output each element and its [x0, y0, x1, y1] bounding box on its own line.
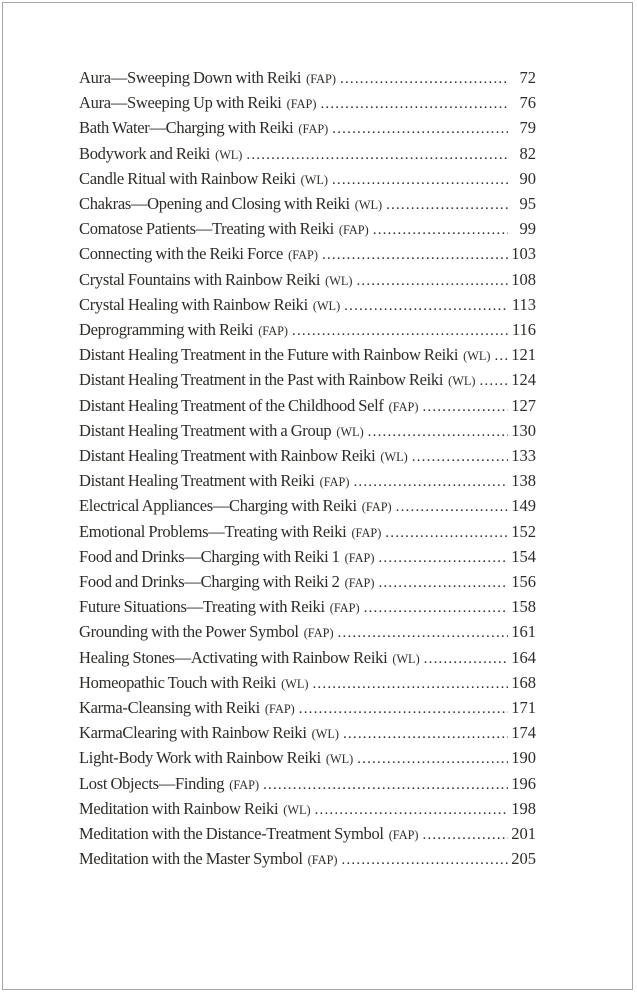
dot-leader: [392, 494, 508, 519]
toc-entry: [79, 746, 536, 771]
toc-entry-type-tag: (WL): [300, 172, 328, 187]
toc-entry: [79, 268, 536, 293]
toc-entry-title: Food and Drinks—Charging with Reiki 2: [79, 572, 340, 592]
dot-leader: [352, 268, 508, 293]
toc-entry-page-number: 190: [511, 748, 536, 768]
toc-entry-title: Distant Healing Treatment with Reiki: [79, 471, 315, 491]
toc-entry-page-number: 124: [511, 370, 536, 390]
toc-entry-type-tag: (WL): [281, 676, 309, 691]
toc-entry-title: Meditation with the Master Symbol: [79, 849, 303, 869]
toc-entry-type-tag: (FAP): [338, 223, 369, 238]
toc-entry: [79, 419, 536, 444]
toc-entry-title: Homeopathic Touch with Reiki: [79, 672, 277, 692]
toc-entry-type-tag: (WL): [283, 802, 311, 817]
toc-entry-title: Comatose Patients—Treating with Reiki: [79, 219, 334, 239]
toc-entry: [79, 142, 536, 167]
toc-entry-type-tag: (WL): [325, 273, 353, 288]
toc-entry-page-number: 116: [511, 320, 536, 340]
toc-entry: [79, 671, 536, 696]
dot-leader: [381, 520, 508, 545]
dot-leader: [420, 646, 508, 671]
toc-entry: [79, 66, 536, 91]
toc-entry-type-tag: (FAP): [264, 702, 295, 717]
dot-leader: [334, 620, 508, 645]
dot-leader: [408, 444, 508, 469]
toc-entry-type-tag: (FAP): [258, 324, 289, 339]
toc-entry-title: Meditation with the Distance-Treatment Symbol: [79, 824, 384, 844]
toc-entry-page-number: 82: [519, 143, 536, 163]
dot-leader: [374, 545, 508, 570]
toc-entry-title: Aura—Sweeping Up with Reiki: [79, 93, 282, 113]
toc-entry-page-number: 161: [511, 622, 536, 642]
toc-entry-type-tag: (FAP): [329, 601, 360, 616]
toc-entry-title: Crystal Healing with Rainbow Reiki: [79, 294, 308, 314]
dot-leader: [360, 595, 508, 620]
toc-entry-page-number: 201: [511, 824, 536, 844]
toc-entry-page-number: 138: [511, 471, 536, 491]
toc-entry-page-number: 127: [511, 395, 536, 415]
toc-entry-page-number: 154: [511, 546, 536, 566]
toc-entry: [79, 242, 536, 267]
toc-entry-type-tag: (FAP): [344, 550, 375, 565]
toc-entry: [79, 192, 536, 217]
toc-entry: [79, 520, 536, 545]
toc-entry-title: Distant Healing Treatment in the Past with Rainbow Reiki: [79, 370, 444, 390]
toc-entry-page-number: 130: [511, 420, 536, 440]
dot-leader: [475, 368, 508, 393]
toc-entry-title: Grounding with the Power Symbol: [79, 622, 299, 642]
dot-leader: [295, 696, 508, 721]
toc-entry-type-tag: (FAP): [229, 777, 260, 792]
toc-entry-title: Aura—Sweeping Down with Reiki: [79, 68, 302, 87]
toc-entry-page-number: 90: [519, 168, 536, 188]
toc-entry-type-tag: (WL): [448, 374, 476, 389]
table-of-contents: [79, 66, 536, 873]
toc-entry-page-number: 198: [511, 798, 536, 818]
toc-entry-type-tag: (FAP): [307, 853, 338, 868]
toc-entry-title: Distant Healing Treatment in the Future with Rainbow Reiki: [79, 345, 459, 365]
toc-entry: [79, 91, 536, 116]
toc-entry-title: Lost Objects—Finding: [79, 773, 225, 793]
toc-entry: [79, 394, 536, 419]
toc-entry-page-number: 79: [519, 118, 536, 138]
toc-entry-title: Connecting with the Reiki Force: [79, 244, 284, 264]
toc-entry: [79, 293, 536, 318]
toc-entry: [79, 444, 536, 469]
toc-entry-title: Food and Drinks—Charging with Reiki 1: [79, 546, 340, 566]
toc-entry-title: Candle Ritual with Rainbow Reiki: [79, 168, 296, 188]
toc-entry: [79, 343, 536, 368]
toc-entry-type-tag: (FAP): [388, 828, 419, 843]
toc-entry-type-tag: (WL): [215, 147, 243, 162]
toc-entry-title: Distant Healing Treatment of the Childhood Self: [79, 395, 384, 415]
toc-entry-page-number: 174: [511, 723, 536, 743]
toc-entry: [79, 318, 536, 343]
dot-leader: [288, 318, 508, 343]
dot-leader: [353, 746, 508, 771]
toc-entry: [79, 721, 536, 746]
dot-leader: [308, 671, 508, 696]
toc-entry: [79, 545, 536, 570]
toc-entry-title: Bodywork and Reiki: [79, 143, 211, 163]
toc-entry-type-tag: (FAP): [361, 500, 392, 515]
toc-entry: [79, 772, 536, 797]
dot-leader: [374, 570, 508, 595]
dot-leader: [340, 293, 508, 318]
toc-entry-page-number: 99: [519, 219, 536, 239]
toc-entry-page-number: 95: [519, 194, 536, 214]
dot-leader: [382, 192, 508, 217]
toc-entry-title: KarmaClearing with Rainbow Reiki: [79, 723, 307, 743]
toc-entry: [79, 696, 536, 721]
dot-leader: [490, 343, 508, 368]
dot-leader: [349, 469, 508, 494]
toc-entry-title: Future Situations—Treating with Reiki: [79, 597, 325, 617]
toc-entry-title: Karma-Cleansing with Reiki: [79, 698, 260, 718]
dot-leader: [242, 142, 508, 167]
toc-entry: [79, 494, 536, 519]
dot-leader: [418, 394, 508, 419]
toc-entry-title: Crystal Fountains with Rainbow Reiki: [79, 269, 321, 289]
toc-entry-page-number: 168: [511, 672, 536, 692]
toc-entry-type-tag: (FAP): [286, 97, 317, 112]
toc-entry-type-tag: (WL): [380, 450, 408, 465]
toc-entry-title: Deprogramming with Reiki: [79, 320, 254, 340]
toc-entry-page-number: 164: [511, 647, 536, 667]
toc-entry-type-tag: (FAP): [344, 576, 375, 591]
dot-leader: [259, 772, 508, 797]
toc-entry-title: Distant Healing Treatment with a Group: [79, 420, 332, 440]
toc-entry-type-tag: (FAP): [303, 626, 334, 641]
toc-entry-type-tag: (WL): [354, 198, 383, 213]
dot-leader: [369, 217, 508, 242]
dot-leader: [419, 822, 508, 847]
toc-entry-type-tag: (FAP): [288, 248, 318, 263]
dot-leader: [318, 242, 508, 267]
toc-entry: [79, 620, 536, 645]
dot-leader: [364, 419, 508, 444]
toc-entry-page-number: 121: [511, 345, 536, 365]
toc-entry: [79, 167, 536, 192]
toc-entry-type-tag: (WL): [311, 727, 339, 742]
toc-entry-page-number: 205: [511, 849, 536, 869]
toc-entry-type-tag: (WL): [312, 298, 341, 313]
toc-entry-type-tag: (FAP): [298, 122, 329, 137]
toc-entry-type-tag: (FAP): [388, 399, 419, 414]
toc-entry-type-tag: (WL): [392, 651, 420, 666]
toc-entry-type-tag: (WL): [325, 752, 354, 767]
toc-entry-page-number: 103: [511, 244, 536, 264]
dot-leader: [336, 66, 508, 91]
toc-entry: [79, 469, 536, 494]
toc-entry-page-number: 76: [519, 93, 536, 113]
dot-leader: [339, 721, 508, 746]
toc-entry-page-number: 158: [511, 597, 536, 617]
toc-entry-page-number: 108: [511, 269, 536, 289]
dot-leader: [316, 91, 508, 116]
dot-leader: [311, 797, 508, 822]
dot-leader: [338, 847, 508, 872]
toc-entry-page-number: 156: [511, 572, 536, 592]
toc-entry-title: Electrical Appliances—Charging with Reiki: [79, 496, 357, 516]
toc-entry-title: Meditation with Rainbow Reiki: [79, 798, 279, 818]
toc-entry: [79, 797, 536, 822]
toc-entry-title: Distant Healing Treatment with Rainbow Reiki: [79, 446, 376, 466]
dot-leader: [328, 116, 508, 141]
toc-entry-page-number: 72: [519, 68, 536, 87]
toc-entry-page-number: 171: [511, 698, 536, 718]
toc-entry-title: Healing Stones—Activating with Rainbow Reiki: [79, 647, 388, 667]
toc-entry: [79, 646, 536, 671]
dot-leader: [328, 167, 508, 192]
toc-entry: [79, 116, 536, 141]
toc-entry-title: Chakras—Opening and Closing with Reiki: [79, 194, 350, 214]
toc-entry: [79, 217, 536, 242]
toc-entry-type-tag: (FAP): [306, 72, 336, 86]
toc-entry-page-number: 196: [511, 773, 536, 793]
toc-entry: [79, 822, 536, 847]
toc-entry: [79, 368, 536, 393]
toc-entry-type-tag: (FAP): [319, 475, 350, 490]
toc-entry: [79, 847, 536, 872]
toc-entry: [79, 595, 536, 620]
toc-entry-page-number: 152: [511, 521, 536, 541]
toc-entry: [79, 570, 536, 595]
toc-entry-page-number: 133: [511, 446, 536, 466]
toc-entry-type-tag: (FAP): [351, 525, 382, 540]
book-page: [2, 2, 633, 990]
toc-entry-title: Emotional Problems—Treating with Reiki: [79, 521, 347, 541]
toc-entry-page-number: 149: [511, 496, 536, 516]
toc-entry-page-number: 113: [511, 294, 536, 314]
toc-entry-type-tag: (WL): [336, 424, 364, 439]
toc-entry-title: Light-Body Work with Rainbow Reiki: [79, 748, 321, 768]
toc-entry-type-tag: (WL): [463, 349, 491, 364]
toc-entry-title: Bath Water—Charging with Reiki: [79, 118, 294, 138]
